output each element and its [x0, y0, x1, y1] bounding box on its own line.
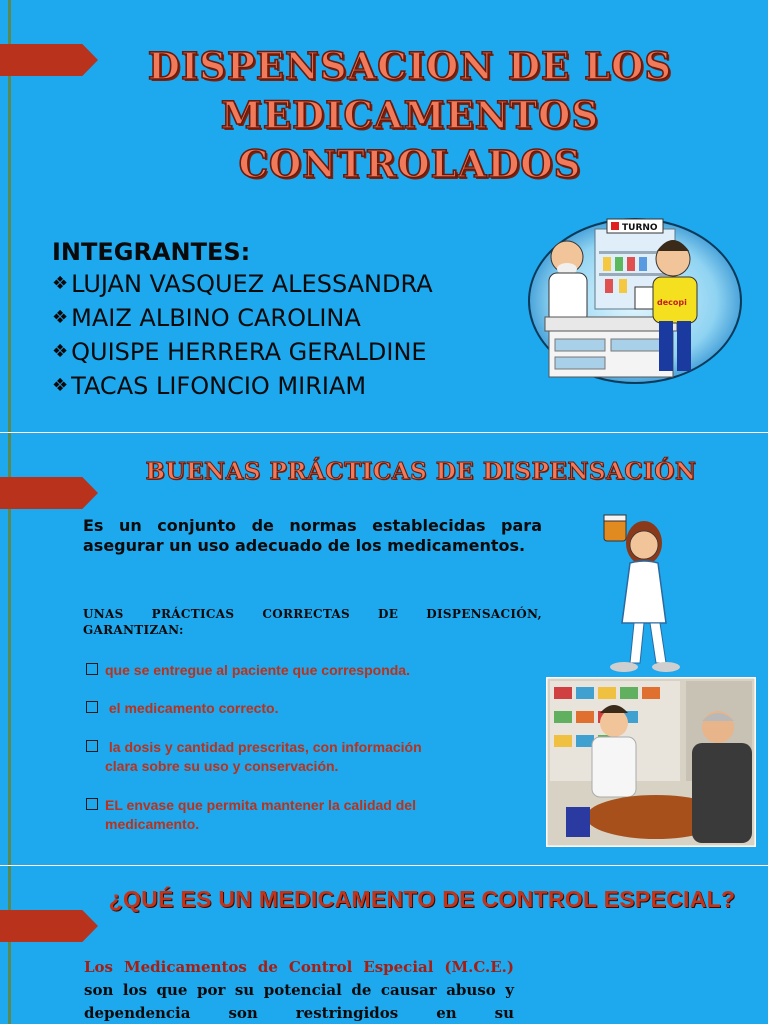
- slide-heading: ¿QUÉ ES UN MEDICAMENTO DE CONTROL ESPECIAL?: [108, 886, 736, 912]
- member-item: ❖ QUISPE HERRERA GERALDINE: [52, 335, 433, 369]
- pharmacy-illustration: [527, 217, 743, 385]
- slide-heading: BUENAS PRÁCTICAS DE DISPENSACIÓN: [145, 458, 697, 485]
- slide-good-practices: [0, 433, 768, 865]
- subheading: UNAS PRÁCTICAS CORRECTAS DE DISPENSACIÓN, GARANTIZAN:: [83, 607, 542, 637]
- slide-special-control: [0, 866, 768, 1024]
- shirt-text: decopi: [657, 298, 687, 307]
- member-item: ❖ TACAS LIFONCIO MIRIAM: [52, 369, 433, 403]
- diamond-bullet-icon: ❖: [52, 307, 69, 328]
- member-item: ❖ LUJAN VASQUEZ ALESSANDRA: [52, 267, 433, 301]
- slide-arrow-decoration: [0, 910, 98, 942]
- slide-title: [0, 0, 768, 432]
- diamond-bullet-icon: ❖: [52, 375, 69, 396]
- diamond-bullet-icon: ❖: [52, 273, 69, 294]
- member-item: ❖ MAIZ ALBINO CAROLINA: [52, 301, 433, 335]
- slide-arrow-decoration: [0, 44, 98, 76]
- diamond-bullet-icon: ❖: [52, 341, 69, 362]
- bullet-item: que se entregue al paciente que corresponda.: [86, 661, 542, 680]
- members-list: [52, 237, 433, 403]
- checkbox-bullet-icon: [86, 798, 98, 810]
- turno-sign-text: TURNO: [622, 223, 658, 233]
- checkbox-bullet-icon: [86, 663, 98, 675]
- slide-main-title: DISPENSACION DE LOS MEDICAMENTOS CONTROLADOS: [147, 44, 673, 186]
- intro-paragraph: Es un conjunto de normas establecidas para asegurar un uso adecuado de los medicamentos.: [83, 516, 542, 555]
- definition-paragraph: Los Medicamentos de Control Especial (M.C.E.) son los que por su potencial de causar abuso y dependencia son restringidos en su: [84, 958, 514, 1022]
- pharmacy-photo: [546, 677, 756, 847]
- checkbox-bullet-icon: [86, 701, 98, 713]
- bullet-item: EL envase que permita mantener la calidad del medicamento.: [86, 796, 542, 834]
- members-heading: INTEGRANTES:: [52, 238, 251, 266]
- slide-left-line: [8, 866, 11, 1024]
- checkbox-bullet-icon: [86, 740, 98, 752]
- bullet-item: el medicamento correcto.: [86, 699, 542, 718]
- slide-arrow-decoration: [0, 477, 98, 509]
- woman-illustration: [594, 503, 690, 678]
- bullet-item: la dosis y cantidad prescritas, con información clara sobre su uso y conservación.: [86, 738, 542, 776]
